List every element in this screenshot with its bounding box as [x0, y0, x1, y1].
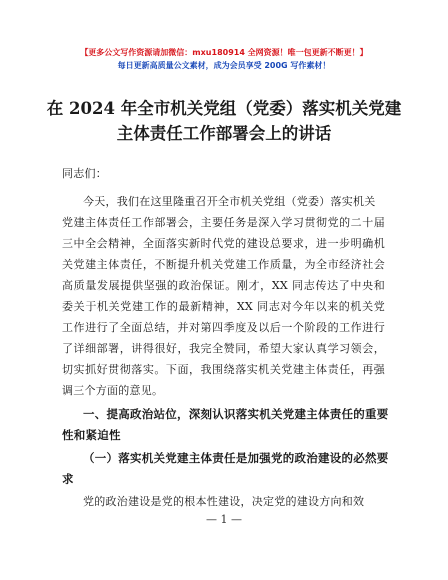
section-heading-line: 性和紧迫性	[62, 428, 121, 442]
document-title-line-1: 在 2024 年全市机关党组（党委）落实机关党建	[46, 99, 402, 118]
paragraph-line: 党的政治建设是党的根本性建设，决定党的建设方向和效	[83, 495, 365, 508]
paragraph-line: 工作进行了全面总结，并对第四季度及以后一个阶段的工作进行	[62, 321, 385, 334]
paragraph-line: 了详细部署，讲得很好，我完全赞同，希望大家认真学习领会，	[62, 342, 385, 355]
paragraph-line: 调三个方面的意见。	[62, 384, 164, 397]
subsection-heading-line: 求	[62, 472, 74, 486]
paragraph-line: 高质量发展提供坚强的政治保证。刚才，XX 同志传达了中央和	[62, 279, 385, 292]
section-heading-line: 一、提高政治站位，深刻认识落实机关党建主体责任的重要	[83, 407, 389, 421]
promo-banner-line-2: 每日更新高质量公文素材，成为会员享受 200G 写作素材！	[117, 61, 331, 70]
document-title-line-2: 主体责任工作部署会上的讲话	[116, 124, 332, 143]
paragraph-line: 委关于机关党建工作的最新精神，XX 同志对今年以来的机关党	[62, 300, 385, 313]
paragraph-line: 今天，我们在这里隆重召开全市机关党组（党委）落实机关	[83, 195, 376, 208]
subsection-heading-line: （一）落实机关党建主体责任是加强党的政治建设的必然要	[83, 451, 389, 465]
paragraph-line: 党建主体责任工作部署会，主要任务是深入学习贯彻党的二十届	[62, 216, 385, 229]
promo-banner-line-1: 【更多公文写作资源请加微信：mxu180914 全网资源！唯一包更新不断更！】	[80, 48, 368, 57]
paragraph-line: 切实抓好贯彻落实。下面，我围绕落实机关党建主体责任，再强	[62, 363, 385, 376]
paragraph-line: 关党建主体责任，不断提升机关党建工作质量，为全市经济社会	[62, 258, 385, 271]
paragraph-line: 三中全会精神，全面落实新时代党的建设总要求，进一步明确机	[62, 237, 385, 250]
page-number: — 1 —	[206, 513, 242, 526]
salutation: 同志们：	[62, 167, 107, 180]
